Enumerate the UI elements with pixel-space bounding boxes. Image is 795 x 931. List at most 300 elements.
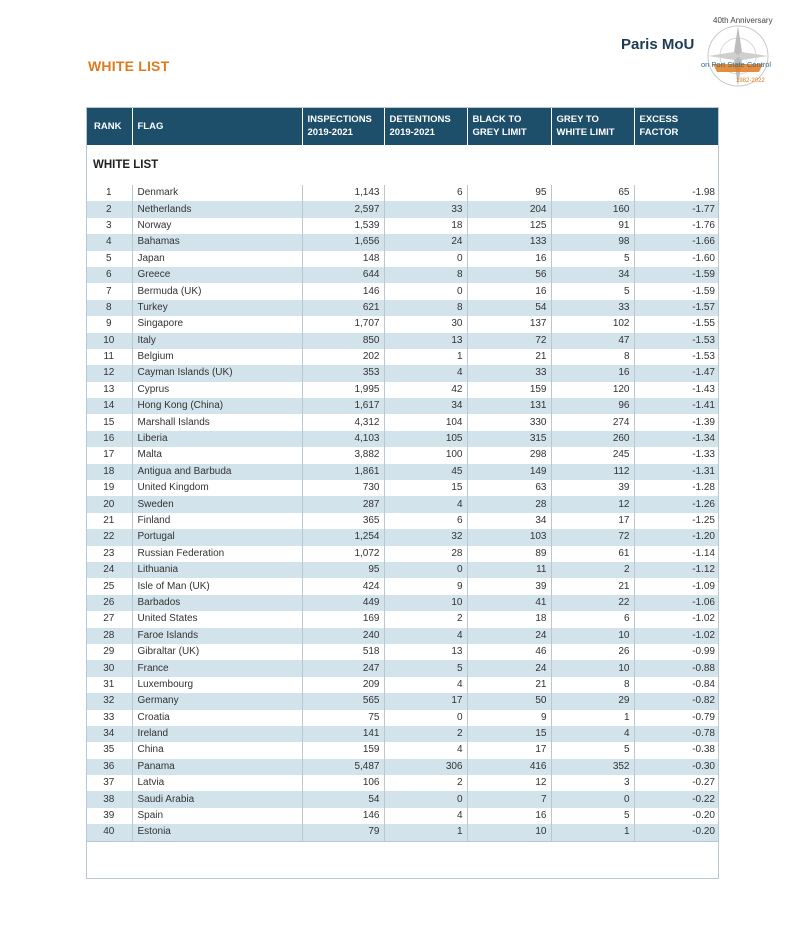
cell-excess-factor: -1.34 <box>634 431 719 447</box>
cell-inspections: 209 <box>302 677 384 693</box>
cell-rank: 14 <box>86 398 132 414</box>
table-row <box>86 808 719 824</box>
table-row <box>86 775 719 791</box>
cell-black-to-grey: 416 <box>467 759 551 775</box>
cell-rank: 15 <box>86 414 132 430</box>
cell-excess-factor: -0.88 <box>634 660 719 676</box>
cell-black-to-grey: 131 <box>467 398 551 414</box>
cell-black-to-grey: 298 <box>467 447 551 463</box>
table-row <box>86 267 719 283</box>
cell-excess-factor: -1.41 <box>634 398 719 414</box>
cell-flag: Turkey <box>132 300 302 316</box>
cell-detentions: 1 <box>384 349 467 365</box>
white-list-table-container <box>86 107 719 842</box>
cell-detentions: 4 <box>384 628 467 644</box>
cell-rank: 38 <box>86 791 132 807</box>
cell-black-to-grey: 72 <box>467 333 551 349</box>
cell-rank: 23 <box>86 546 132 562</box>
cell-flag: Bermuda (UK) <box>132 283 302 299</box>
cell-inspections: 621 <box>302 300 384 316</box>
cell-detentions: 5 <box>384 660 467 676</box>
cell-inspections: 1,143 <box>302 185 384 201</box>
cell-black-to-grey: 16 <box>467 283 551 299</box>
header-inspections: INSPECTIONS 2019-2021 <box>302 107 384 145</box>
cell-flag: France <box>132 660 302 676</box>
table-row <box>86 513 719 529</box>
cell-excess-factor: -1.59 <box>634 283 719 299</box>
cell-rank: 22 <box>86 529 132 545</box>
table-row <box>86 742 719 758</box>
cell-excess-factor: -1.76 <box>634 218 719 234</box>
cell-rank: 3 <box>86 218 132 234</box>
cell-inspections: 1,707 <box>302 316 384 332</box>
cell-black-to-grey: 204 <box>467 201 551 217</box>
cell-inspections: 518 <box>302 644 384 660</box>
cell-black-to-grey: 50 <box>467 693 551 709</box>
table-row <box>86 677 719 693</box>
cell-black-to-grey: 103 <box>467 529 551 545</box>
cell-grey-to-white: 245 <box>551 447 634 463</box>
cell-inspections: 1,656 <box>302 234 384 250</box>
table-row <box>86 185 719 201</box>
cell-rank: 19 <box>86 480 132 496</box>
cell-grey-to-white: 352 <box>551 759 634 775</box>
cell-detentions: 6 <box>384 185 467 201</box>
cell-excess-factor: -1.14 <box>634 546 719 562</box>
cell-excess-factor: -0.20 <box>634 824 719 841</box>
cell-grey-to-white: 1 <box>551 824 634 841</box>
cell-detentions: 105 <box>384 431 467 447</box>
cell-detentions: 0 <box>384 710 467 726</box>
cell-rank: 8 <box>86 300 132 316</box>
cell-flag: Latvia <box>132 775 302 791</box>
cell-grey-to-white: 5 <box>551 283 634 299</box>
cell-rank: 25 <box>86 578 132 594</box>
cell-flag: Estonia <box>132 824 302 841</box>
cell-grey-to-white: 3 <box>551 775 634 791</box>
cell-excess-factor: -1.26 <box>634 496 719 512</box>
cell-rank: 11 <box>86 349 132 365</box>
cell-rank: 26 <box>86 595 132 611</box>
cell-flag: Barbados <box>132 595 302 611</box>
header-excess-factor: EXCESS FACTOR <box>634 107 719 145</box>
cell-black-to-grey: 12 <box>467 775 551 791</box>
cell-inspections: 850 <box>302 333 384 349</box>
cell-detentions: 30 <box>384 316 467 332</box>
cell-grey-to-white: 112 <box>551 464 634 480</box>
cell-black-to-grey: 17 <box>467 742 551 758</box>
cell-excess-factor: -1.02 <box>634 628 719 644</box>
cell-rank: 29 <box>86 644 132 660</box>
cell-detentions: 0 <box>384 562 467 578</box>
cell-inspections: 1,072 <box>302 546 384 562</box>
cell-excess-factor: -0.78 <box>634 726 719 742</box>
table-row <box>86 234 719 250</box>
cell-excess-factor: -0.30 <box>634 759 719 775</box>
cell-flag: Saudi Arabia <box>132 791 302 807</box>
cell-black-to-grey: 16 <box>467 808 551 824</box>
cell-flag: Croatia <box>132 710 302 726</box>
table-row <box>86 201 719 217</box>
cell-black-to-grey: 54 <box>467 300 551 316</box>
cell-grey-to-white: 4 <box>551 726 634 742</box>
table-row <box>86 333 719 349</box>
cell-detentions: 0 <box>384 283 467 299</box>
cell-detentions: 4 <box>384 742 467 758</box>
header-flag: FLAG <box>132 107 302 145</box>
cell-inspections: 141 <box>302 726 384 742</box>
cell-excess-factor: -1.60 <box>634 251 719 267</box>
cell-grey-to-white: 5 <box>551 742 634 758</box>
cell-flag: Spain <box>132 808 302 824</box>
cell-black-to-grey: 125 <box>467 218 551 234</box>
table-row <box>86 414 719 430</box>
cell-rank: 20 <box>86 496 132 512</box>
cell-excess-factor: -1.98 <box>634 185 719 201</box>
cell-rank: 39 <box>86 808 132 824</box>
cell-flag: United States <box>132 611 302 627</box>
cell-rank: 1 <box>86 185 132 201</box>
cell-rank: 21 <box>86 513 132 529</box>
cell-grey-to-white: 2 <box>551 562 634 578</box>
cell-rank: 28 <box>86 628 132 644</box>
cell-flag: Cayman Islands (UK) <box>132 365 302 381</box>
cell-black-to-grey: 137 <box>467 316 551 332</box>
cell-excess-factor: -1.09 <box>634 578 719 594</box>
cell-inspections: 106 <box>302 775 384 791</box>
cell-inspections: 730 <box>302 480 384 496</box>
cell-flag: Denmark <box>132 185 302 201</box>
cell-detentions: 28 <box>384 546 467 562</box>
cell-inspections: 565 <box>302 693 384 709</box>
table-row <box>86 611 719 627</box>
cell-detentions: 8 <box>384 300 467 316</box>
cell-grey-to-white: 10 <box>551 628 634 644</box>
cell-detentions: 4 <box>384 496 467 512</box>
cell-inspections: 424 <box>302 578 384 594</box>
cell-black-to-grey: 315 <box>467 431 551 447</box>
cell-inspections: 287 <box>302 496 384 512</box>
cell-flag: Panama <box>132 759 302 775</box>
header-grey-to-white: GREY TO WHITE LIMIT <box>551 107 634 145</box>
cell-inspections: 4,103 <box>302 431 384 447</box>
cell-grey-to-white: 29 <box>551 693 634 709</box>
table-row <box>86 546 719 562</box>
cell-detentions: 100 <box>384 447 467 463</box>
cell-detentions: 8 <box>384 267 467 283</box>
cell-rank: 2 <box>86 201 132 217</box>
cell-flag: Italy <box>132 333 302 349</box>
cell-grey-to-white: 91 <box>551 218 634 234</box>
cell-inspections: 3,882 <box>302 447 384 463</box>
cell-detentions: 13 <box>384 333 467 349</box>
cell-black-to-grey: 18 <box>467 611 551 627</box>
cell-detentions: 10 <box>384 595 467 611</box>
table-row <box>86 431 719 447</box>
cell-flag: United Kingdom <box>132 480 302 496</box>
cell-black-to-grey: 28 <box>467 496 551 512</box>
cell-black-to-grey: 89 <box>467 546 551 562</box>
cell-inspections: 79 <box>302 824 384 841</box>
cell-excess-factor: -1.02 <box>634 611 719 627</box>
cell-rank: 36 <box>86 759 132 775</box>
cell-detentions: 42 <box>384 382 467 398</box>
cell-black-to-grey: 11 <box>467 562 551 578</box>
header-rank: RANK <box>86 107 132 145</box>
cell-excess-factor: -1.33 <box>634 447 719 463</box>
cell-grey-to-white: 33 <box>551 300 634 316</box>
cell-inspections: 1,254 <box>302 529 384 545</box>
cell-black-to-grey: 7 <box>467 791 551 807</box>
cell-detentions: 4 <box>384 808 467 824</box>
cell-rank: 7 <box>86 283 132 299</box>
cell-excess-factor: -1.43 <box>634 382 719 398</box>
cell-flag: Greece <box>132 267 302 283</box>
cell-excess-factor: -0.27 <box>634 775 719 791</box>
logo-subtitle: on Port State Control <box>701 60 772 69</box>
cell-rank: 27 <box>86 611 132 627</box>
table-row <box>86 283 719 299</box>
cell-inspections: 449 <box>302 595 384 611</box>
table-row <box>86 562 719 578</box>
cell-excess-factor: -1.55 <box>634 316 719 332</box>
cell-black-to-grey: 24 <box>467 628 551 644</box>
table-row <box>86 644 719 660</box>
cell-flag: Malta <box>132 447 302 463</box>
cell-flag: Faroe Islands <box>132 628 302 644</box>
cell-flag: Liberia <box>132 431 302 447</box>
cell-black-to-grey: 159 <box>467 382 551 398</box>
cell-flag: Sweden <box>132 496 302 512</box>
table-row <box>86 218 719 234</box>
header-black-to-grey: BLACK TO GREY LIMIT <box>467 107 551 145</box>
cell-detentions: 2 <box>384 611 467 627</box>
table-row <box>86 398 719 414</box>
cell-excess-factor: -1.31 <box>634 464 719 480</box>
table-header-row <box>86 107 719 145</box>
cell-inspections: 4,312 <box>302 414 384 430</box>
section-row <box>86 145 719 185</box>
cell-flag: Gibraltar (UK) <box>132 644 302 660</box>
cell-detentions: 18 <box>384 218 467 234</box>
table-row <box>86 447 719 463</box>
cell-inspections: 75 <box>302 710 384 726</box>
table-row <box>86 251 719 267</box>
cell-excess-factor: -1.59 <box>634 267 719 283</box>
cell-grey-to-white: 5 <box>551 808 634 824</box>
cell-detentions: 306 <box>384 759 467 775</box>
cell-grey-to-white: 61 <box>551 546 634 562</box>
cell-rank: 16 <box>86 431 132 447</box>
cell-excess-factor: -1.20 <box>634 529 719 545</box>
table-row <box>86 578 719 594</box>
cell-grey-to-white: 120 <box>551 382 634 398</box>
cell-excess-factor: -0.22 <box>634 791 719 807</box>
cell-flag: Singapore <box>132 316 302 332</box>
cell-detentions: 4 <box>384 365 467 381</box>
cell-excess-factor: -1.53 <box>634 333 719 349</box>
cell-inspections: 1,539 <box>302 218 384 234</box>
cell-grey-to-white: 65 <box>551 185 634 201</box>
cell-detentions: 2 <box>384 775 467 791</box>
table-row <box>86 382 719 398</box>
cell-inspections: 202 <box>302 349 384 365</box>
cell-black-to-grey: 21 <box>467 349 551 365</box>
cell-flag: Bahamas <box>132 234 302 250</box>
cell-rank: 33 <box>86 710 132 726</box>
header-detentions: DETENTIONS 2019-2021 <box>384 107 467 145</box>
cell-flag: Finland <box>132 513 302 529</box>
cell-rank: 9 <box>86 316 132 332</box>
cell-excess-factor: -1.77 <box>634 201 719 217</box>
cell-rank: 40 <box>86 824 132 841</box>
cell-rank: 5 <box>86 251 132 267</box>
cell-grey-to-white: 72 <box>551 529 634 545</box>
cell-black-to-grey: 95 <box>467 185 551 201</box>
cell-black-to-grey: 10 <box>467 824 551 841</box>
cell-detentions: 13 <box>384 644 467 660</box>
cell-grey-to-white: 274 <box>551 414 634 430</box>
cell-flag: China <box>132 742 302 758</box>
cell-black-to-grey: 24 <box>467 660 551 676</box>
cell-grey-to-white: 8 <box>551 677 634 693</box>
cell-inspections: 146 <box>302 283 384 299</box>
cell-detentions: 4 <box>384 677 467 693</box>
cell-flag: Japan <box>132 251 302 267</box>
cell-rank: 13 <box>86 382 132 398</box>
cell-rank: 10 <box>86 333 132 349</box>
cell-black-to-grey: 33 <box>467 365 551 381</box>
cell-grey-to-white: 26 <box>551 644 634 660</box>
cell-grey-to-white: 98 <box>551 234 634 250</box>
cell-detentions: 32 <box>384 529 467 545</box>
cell-detentions: 9 <box>384 578 467 594</box>
table-row <box>86 824 719 841</box>
cell-flag: Luxembourg <box>132 677 302 693</box>
cell-flag: Ireland <box>132 726 302 742</box>
cell-grey-to-white: 1 <box>551 710 634 726</box>
cell-excess-factor: -1.66 <box>634 234 719 250</box>
cell-inspections: 1,861 <box>302 464 384 480</box>
cell-inspections: 353 <box>302 365 384 381</box>
cell-inspections: 54 <box>302 791 384 807</box>
cell-black-to-grey: 149 <box>467 464 551 480</box>
logo-name: Paris MoU <box>621 36 695 53</box>
cell-grey-to-white: 34 <box>551 267 634 283</box>
table-row <box>86 480 719 496</box>
cell-excess-factor: -1.06 <box>634 595 719 611</box>
cell-black-to-grey: 15 <box>467 726 551 742</box>
cell-grey-to-white: 96 <box>551 398 634 414</box>
cell-rank: 37 <box>86 775 132 791</box>
cell-black-to-grey: 133 <box>467 234 551 250</box>
page-title: WHITE LIST <box>88 58 170 74</box>
cell-grey-to-white: 17 <box>551 513 634 529</box>
cell-flag: Netherlands <box>132 201 302 217</box>
cell-excess-factor: -0.20 <box>634 808 719 824</box>
table-row <box>86 349 719 365</box>
cell-flag: Marshall Islands <box>132 414 302 430</box>
cell-excess-factor: -0.84 <box>634 677 719 693</box>
cell-flag: Hong Kong (China) <box>132 398 302 414</box>
table-row <box>86 628 719 644</box>
cell-grey-to-white: 260 <box>551 431 634 447</box>
cell-inspections: 1,617 <box>302 398 384 414</box>
table-row <box>86 365 719 381</box>
logo-anniversary: 40th Anniversary <box>713 16 773 25</box>
cell-detentions: 104 <box>384 414 467 430</box>
cell-black-to-grey: 21 <box>467 677 551 693</box>
cell-rank: 17 <box>86 447 132 463</box>
cell-detentions: 0 <box>384 791 467 807</box>
table-row <box>86 660 719 676</box>
paris-mou-logo <box>615 14 785 94</box>
cell-black-to-grey: 16 <box>467 251 551 267</box>
cell-inspections: 644 <box>302 267 384 283</box>
cell-flag: Isle of Man (UK) <box>132 578 302 594</box>
cell-excess-factor: -1.39 <box>634 414 719 430</box>
cell-rank: 12 <box>86 365 132 381</box>
cell-detentions: 17 <box>384 693 467 709</box>
cell-rank: 4 <box>86 234 132 250</box>
table-row <box>86 791 719 807</box>
cell-black-to-grey: 41 <box>467 595 551 611</box>
table-row <box>86 316 719 332</box>
cell-flag: Norway <box>132 218 302 234</box>
table-row <box>86 710 719 726</box>
cell-flag: Antigua and Barbuda <box>132 464 302 480</box>
table-row <box>86 726 719 742</box>
cell-excess-factor: -1.25 <box>634 513 719 529</box>
logo-years: 1982-2022 <box>736 78 765 84</box>
cell-excess-factor: -0.99 <box>634 644 719 660</box>
cell-detentions: 33 <box>384 201 467 217</box>
cell-detentions: 6 <box>384 513 467 529</box>
cell-flag: Germany <box>132 693 302 709</box>
cell-grey-to-white: 160 <box>551 201 634 217</box>
cell-inspections: 5,487 <box>302 759 384 775</box>
white-list-table <box>86 107 719 842</box>
cell-excess-factor: -1.12 <box>634 562 719 578</box>
cell-black-to-grey: 46 <box>467 644 551 660</box>
cell-inspections: 365 <box>302 513 384 529</box>
cell-excess-factor: -1.53 <box>634 349 719 365</box>
cell-detentions: 45 <box>384 464 467 480</box>
cell-grey-to-white: 47 <box>551 333 634 349</box>
cell-grey-to-white: 22 <box>551 595 634 611</box>
cell-grey-to-white: 8 <box>551 349 634 365</box>
cell-inspections: 1,995 <box>302 382 384 398</box>
cell-flag: Lithuania <box>132 562 302 578</box>
cell-grey-to-white: 0 <box>551 791 634 807</box>
cell-flag: Portugal <box>132 529 302 545</box>
cell-inspections: 169 <box>302 611 384 627</box>
cell-black-to-grey: 39 <box>467 578 551 594</box>
table-row <box>86 496 719 512</box>
cell-black-to-grey: 63 <box>467 480 551 496</box>
cell-rank: 34 <box>86 726 132 742</box>
cell-grey-to-white: 21 <box>551 578 634 594</box>
cell-inspections: 247 <box>302 660 384 676</box>
cell-excess-factor: -0.82 <box>634 693 719 709</box>
table-row <box>86 464 719 480</box>
cell-rank: 6 <box>86 267 132 283</box>
cell-detentions: 34 <box>384 398 467 414</box>
cell-excess-factor: -0.38 <box>634 742 719 758</box>
cell-excess-factor: -1.47 <box>634 365 719 381</box>
table-row <box>86 693 719 709</box>
cell-flag: Russian Federation <box>132 546 302 562</box>
